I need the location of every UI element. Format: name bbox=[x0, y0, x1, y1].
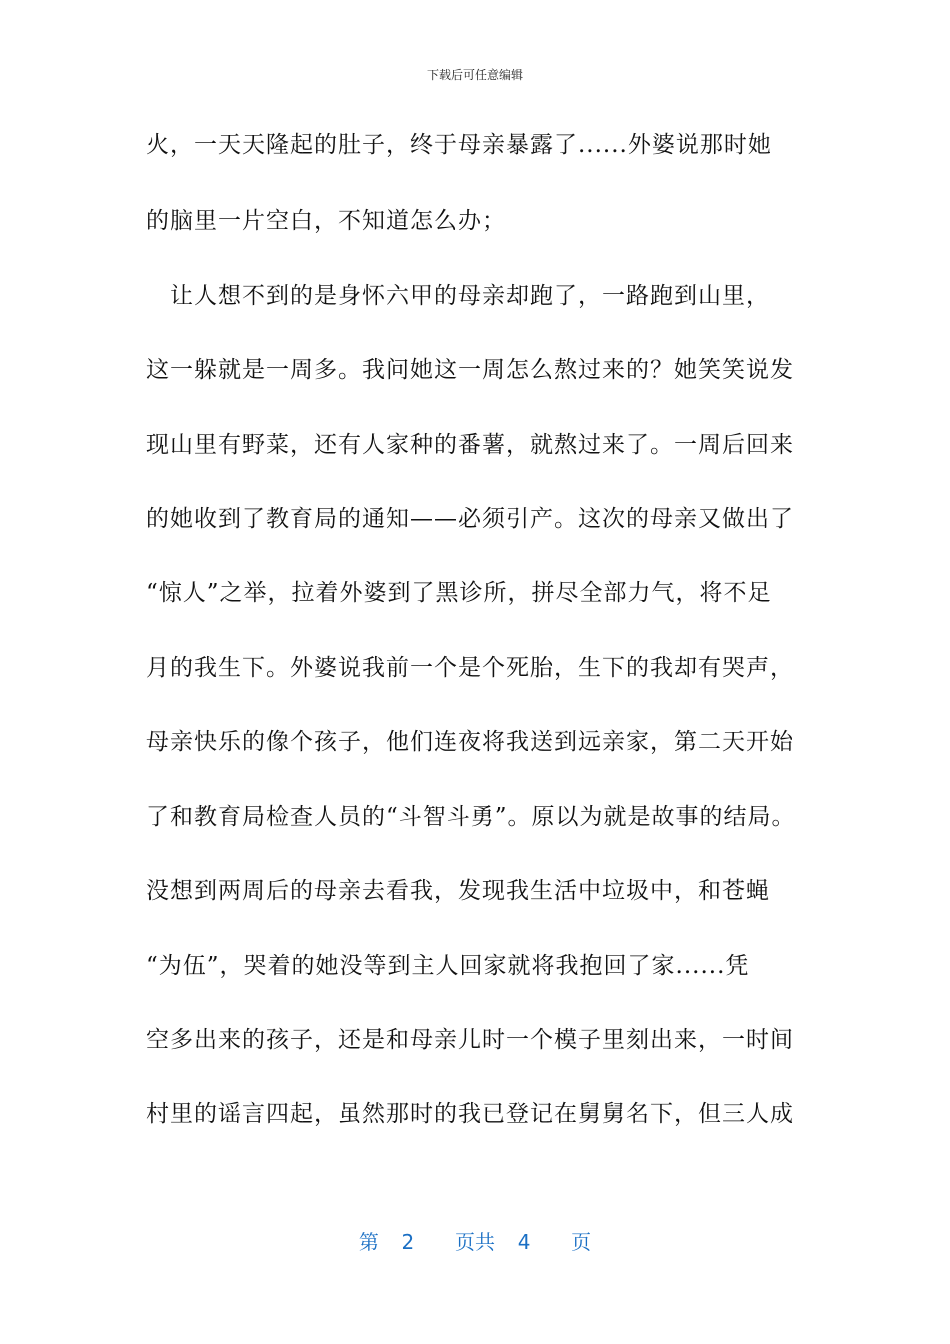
text-line: 月的我生下。外婆说我前一个是个死胎，生下的我却有哭声， bbox=[146, 655, 794, 681]
footer-page-word: 第 bbox=[358, 1230, 379, 1254]
footer-page-suffix: 页共 bbox=[455, 1230, 495, 1254]
text-line: “为伍”，哭着的她没等到主人回家就将我抱回了家......凭 bbox=[146, 953, 750, 979]
footer-total-pages: 4 bbox=[517, 1230, 531, 1254]
text-line: 的她收到了教育局的通知——必须引产。这次的母亲又做出了 bbox=[146, 506, 794, 532]
text-line: 现山里有野菜，还有人家种的番薯，就熬过来了。一周后回来 bbox=[146, 432, 794, 458]
text-line: 没想到两周后的母亲去看我，发现我生活中垃圾中，和苍蝇 bbox=[146, 878, 770, 904]
page-header: 下载后可任意编辑 bbox=[426, 68, 523, 82]
footer-total-suffix: 页 bbox=[571, 1230, 592, 1254]
text-line: “惊人”之举，拉着外婆到了黑诊所，拼尽全部力气，将不足 bbox=[146, 580, 772, 606]
text-line: 空多出来的孩子，还是和母亲儿时一个模子里刻出来，一时间 bbox=[146, 1027, 794, 1053]
text-line: 村里的谣言四起，虽然那时的我已登记在舅舅名下，但三人成 bbox=[146, 1101, 794, 1127]
text-line: 火，一天天隆起的肚子，终于母亲暴露了......外婆说那时她 bbox=[146, 132, 772, 158]
text-line: 的脑里一片空白，不知道怎么办； bbox=[146, 208, 506, 234]
text-line: 这一躲就是一周多。我问她这一周怎么熬过来的？她笑笑说发 bbox=[146, 357, 794, 383]
text-line: 让人想不到的是身怀六甲的母亲却跑了，一路跑到山里， bbox=[146, 283, 770, 309]
footer-page-number: 2 bbox=[401, 1230, 415, 1254]
text-line: 了和教育局检查人员的“斗智斗勇”。原以为就是故事的结局。 bbox=[146, 804, 796, 830]
text-line: 母亲快乐的像个孩子，他们连夜将我送到远亲家，第二天开始 bbox=[146, 729, 794, 755]
page-footer bbox=[0, 1226, 950, 1255]
